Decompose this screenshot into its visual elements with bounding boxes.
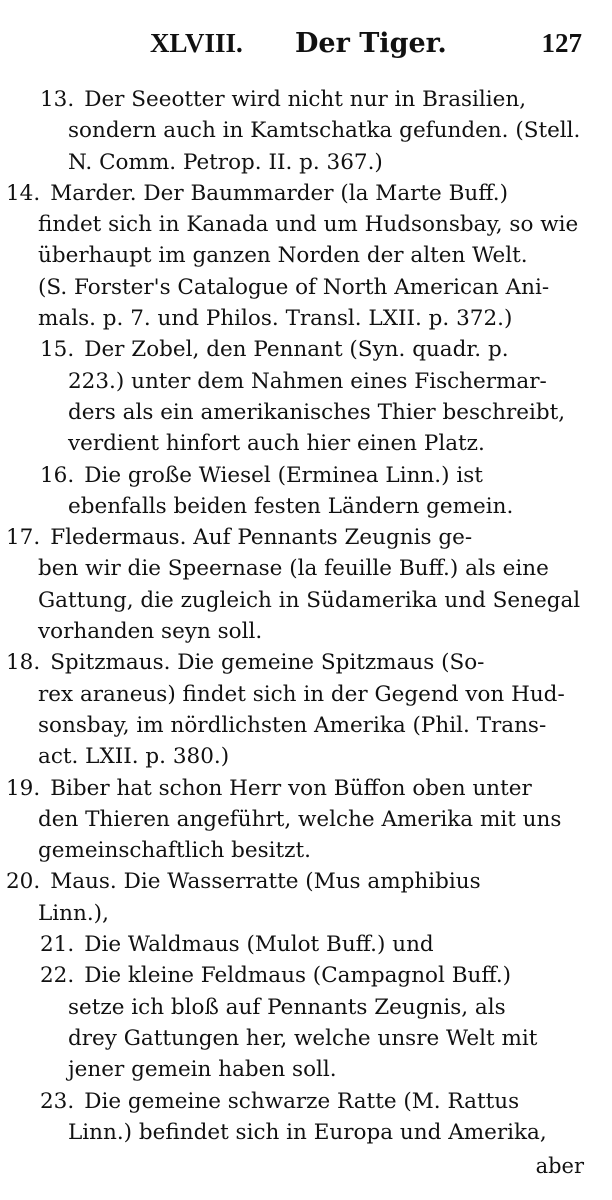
entry-first-line <box>0 647 612 678</box>
entry-line <box>0 397 612 428</box>
entry-text: ebenfalls beiden festen Ländern gemein. <box>68 493 514 519</box>
entry-text: 223.) unter dem Nahmen eines Fischermar- <box>68 368 547 394</box>
entry-number: 15. <box>40 337 75 363</box>
entry-line <box>0 741 612 772</box>
entry-line <box>0 553 612 584</box>
entry-text: überhaupt im ganzen Norden der alten Welt. <box>38 243 528 269</box>
entry <box>0 773 612 867</box>
entry-text: Marder. Der Baummarder (la Marte Buff.) <box>50 180 508 206</box>
entry-text: sonsbay, im nördlichsten Amerika (Phil. Trans- <box>38 712 547 738</box>
entry-first-line <box>0 960 612 991</box>
entry-text: jener gemein haben soll. <box>68 1057 337 1083</box>
entry-line <box>0 240 612 271</box>
page-number: 127 <box>541 28 582 58</box>
entry-line <box>0 428 612 459</box>
entry-text: Die gemeine schwarze Ratte (M. Rattus <box>84 1088 520 1114</box>
entry-line <box>0 209 612 240</box>
entry <box>0 522 612 647</box>
entry-list <box>0 84 612 1148</box>
entry-text: den Thieren angeführt, welche Amerika mit uns <box>38 806 562 832</box>
entry-number: 21. <box>40 932 75 958</box>
entry-first-line <box>0 929 612 960</box>
entry <box>0 929 612 960</box>
entry-text: N. Comm. Petrop. II. p. 367.) <box>68 149 383 175</box>
entry-text: vorhanden seyn soll. <box>38 619 263 645</box>
entry-number: 19. <box>6 775 41 801</box>
entry <box>0 647 612 772</box>
entry-text: Die große Wiesel (Erminea Linn.) ist <box>84 462 483 488</box>
entry-text: Die Waldmaus (Mulot Buff.) und <box>84 932 434 958</box>
entry-text: ders als ein amerikanisches Thier beschreibt, <box>68 399 566 425</box>
entry-line <box>0 1023 612 1054</box>
entry <box>0 178 612 334</box>
entry-line <box>0 303 612 334</box>
entry-text: act. LXII. p. 380.) <box>38 744 230 770</box>
entry-number: 23. <box>40 1088 75 1114</box>
entry <box>0 84 612 178</box>
entry-text: Linn.), <box>38 900 109 926</box>
entry-first-line <box>0 522 612 553</box>
entry-line <box>0 679 612 710</box>
entry-first-line <box>0 334 612 365</box>
entry-first-line <box>0 178 612 209</box>
entry-number: 22. <box>40 963 75 989</box>
entry-text: gemeinschaftlich besitzt. <box>38 838 311 864</box>
entry-text: Der Zobel, den Pennant (Syn. quadr. p. <box>84 337 509 363</box>
entry-text: verdient hinfort auch hier einen Platz. <box>68 431 485 457</box>
entry <box>0 334 612 459</box>
entry-line <box>0 616 612 647</box>
entry-text: Maus. Die Wasserratte (Mus amphibius <box>50 869 481 895</box>
entry-text: findet sich in Kanada und um Hudsonsbay, so wie <box>38 212 579 238</box>
entry-line <box>0 835 612 866</box>
entry-line <box>0 366 612 397</box>
entry-first-line <box>0 866 612 897</box>
entry-number: 18. <box>6 650 41 676</box>
entry-text: setze ich bloß auf Pennants Zeugnis, als <box>68 994 506 1020</box>
entry-line <box>0 898 612 929</box>
entry-number: 13. <box>40 87 75 112</box>
entry-line <box>0 115 612 146</box>
entry-first-line <box>0 773 612 804</box>
running-header <box>150 28 582 68</box>
entry-text: ben wir die Speernase (la feuille Buff.) als eine <box>38 556 549 582</box>
entry-line <box>0 491 612 522</box>
entry <box>0 960 612 1085</box>
entry-line <box>0 992 612 1023</box>
entry-text: rex araneus) findet sich in der Gegend von Hud- <box>38 681 565 707</box>
entry-text: Fledermaus. Auf Pennants Zeugnis ge- <box>50 525 473 551</box>
entry-text: drey Gattungen her, welche unsre Welt mit <box>68 1025 538 1051</box>
entry-text: Spitzmaus. Die gemeine Spitzmaus (So- <box>50 650 485 676</box>
catchword: aber <box>535 1154 584 1178</box>
entry-text: Biber hat schon Herr von Büffon oben unter <box>50 775 532 801</box>
entry-first-line <box>0 460 612 491</box>
entry-line <box>0 585 612 616</box>
entry-number: 20. <box>6 869 41 895</box>
entry-line <box>0 272 612 303</box>
entry-first-line <box>0 84 612 115</box>
entry-text: Linn.) befindet sich in Europa und Amerika, <box>68 1119 547 1145</box>
entry <box>0 1086 612 1149</box>
entry <box>0 866 612 929</box>
entry-text: mals. p. 7. und Philos. Transl. LXII. p. 372.) <box>38 306 513 332</box>
entry-first-line <box>0 1086 612 1117</box>
entry-number: 14. <box>6 180 41 206</box>
entry <box>0 460 612 523</box>
entry-text: Gattung, die zugleich in Südamerika und Senegal <box>38 587 581 613</box>
entry-text: Der Seeotter wird nicht nur in Brasilien, <box>84 87 527 112</box>
entry-text: sondern auch in Kamtschatka gefunden. (Stell. <box>68 118 581 144</box>
chapter-number: XLVIII. <box>150 28 243 58</box>
entry-line <box>0 710 612 741</box>
chapter-title: Der Tiger. <box>295 28 447 59</box>
entry-text: Die kleine Feldmaus (Campagnol Buff.) <box>84 963 512 989</box>
entry-line <box>0 1117 612 1148</box>
entry-text: (S. Forster's Catalogue of North American Ani- <box>38 274 550 300</box>
entry-line <box>0 804 612 835</box>
entry-line <box>0 147 612 178</box>
entry-number: 16. <box>40 462 75 488</box>
entry-line <box>0 1054 612 1085</box>
entry-number: 17. <box>6 525 41 551</box>
